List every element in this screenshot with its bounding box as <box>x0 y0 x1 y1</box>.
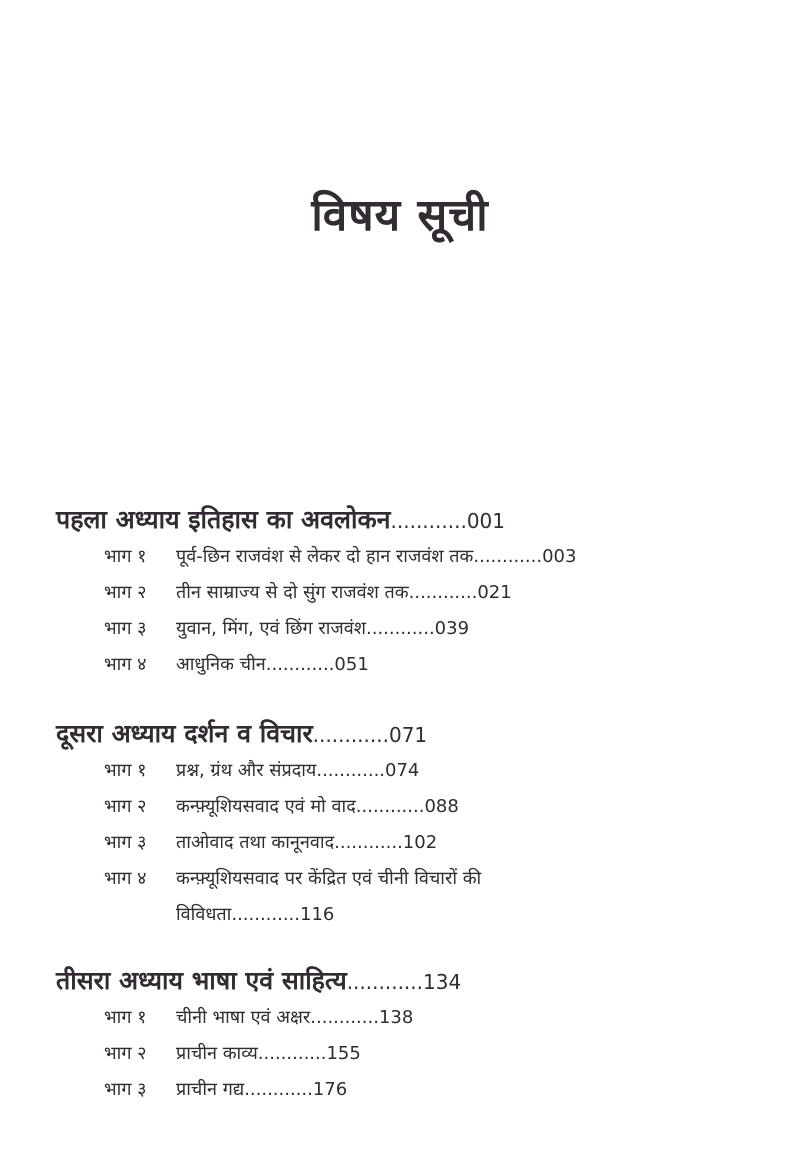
chapter-heading[interactable] <box>56 963 790 1000</box>
part-label: भाग ३ <box>104 618 147 639</box>
dot-leader: ............ <box>366 618 435 639</box>
dot-leader: ............ <box>473 546 543 567</box>
part-title: प्राचीन गद्य <box>176 1079 245 1100</box>
toc-entry[interactable] <box>104 1000 790 1036</box>
part-label: भाग ३ <box>104 832 147 853</box>
page-number: 001 <box>466 509 505 533</box>
dot-leader: ............ <box>408 582 478 603</box>
part-title: चीनी भाषा एवं अक्षर <box>176 1007 311 1028</box>
chapter-heading[interactable] <box>56 716 790 753</box>
chapter-2 <box>56 716 790 933</box>
part-label: भाग १ <box>104 760 147 781</box>
page-number: 102 <box>402 832 438 853</box>
toc-entry[interactable] <box>104 539 790 575</box>
page-number: 074 <box>385 760 420 781</box>
chapter-3 <box>56 963 790 1108</box>
toc-entry[interactable] <box>104 1072 790 1108</box>
part-title: कन्फ़्यूशियसवाद एवं मो वाद <box>176 796 356 817</box>
page-number: 051 <box>334 654 369 675</box>
part-title: प्रश्न, ग्रंथ और संप्रदाय <box>176 760 317 781</box>
chapter-title: दूसरा अध्याय दर्शन व विचार <box>56 719 313 748</box>
toc-entry[interactable] <box>104 789 790 825</box>
part-title: आधुनिक चीन <box>176 654 266 675</box>
page-number: 039 <box>434 618 470 639</box>
chapter-title: पहला अध्याय इतिहास का अवलोकन <box>56 505 391 534</box>
part-title: तीन साम्राज्य से दो सुंग राजवंश तक <box>176 582 409 603</box>
toc-entry[interactable] <box>104 825 790 861</box>
dot-leader: ............ <box>334 832 403 853</box>
part-title: पूर्व-छिन राजवंश से लेकर दो हान राजवंश तक <box>176 546 474 567</box>
dot-leader: ............ <box>265 654 335 675</box>
page-number: 116 <box>300 904 335 925</box>
toc-entry[interactable] <box>104 575 790 611</box>
page-number: 071 <box>388 723 428 747</box>
dot-leader: ............ <box>346 970 423 994</box>
part-title: कन्फ़्यूशियसवाद पर केंद्रित एवं चीनी विचारों की विविधता <box>176 868 482 925</box>
part-label: भाग २ <box>104 582 147 603</box>
dot-leader: ............ <box>390 509 467 533</box>
toc-entry[interactable] <box>104 753 790 789</box>
page-number: 021 <box>477 582 512 603</box>
dot-leader: ............ <box>316 760 386 781</box>
dot-leader: ............ <box>231 904 301 925</box>
page-number: 138 <box>378 1007 414 1028</box>
dot-leader: ............ <box>310 1007 379 1028</box>
part-label: भाग ४ <box>104 654 147 675</box>
page-number: 155 <box>326 1043 361 1064</box>
toc-entry[interactable] <box>104 611 790 647</box>
chapter-title: तीसरा अध्याय भाषा एवं साहित्य <box>56 966 347 995</box>
part-title: ताओवाद तथा कानूनवाद <box>176 832 335 853</box>
chapter-1 <box>56 502 790 683</box>
part-label: भाग ३ <box>104 1079 147 1100</box>
part-label: भाग १ <box>104 1007 147 1028</box>
part-label: भाग १ <box>104 546 147 567</box>
page-number: 088 <box>424 796 459 817</box>
page-title: विषय सूची <box>311 190 489 241</box>
page-number: 003 <box>542 546 577 567</box>
page-number: 176 <box>312 1079 348 1100</box>
part-title: प्राचीन काव्य <box>176 1043 258 1064</box>
part-label: भाग ४ <box>104 868 147 889</box>
dot-leader: ............ <box>257 1043 327 1064</box>
page-number: 134 <box>423 970 462 994</box>
dot-leader: ............ <box>355 796 425 817</box>
chapter-heading[interactable] <box>56 502 790 539</box>
dot-leader: ............ <box>244 1079 313 1100</box>
part-title: युवान, मिंग, एवं छिंग राजवंश <box>176 618 366 639</box>
toc-entry[interactable] <box>104 861 790 933</box>
dot-leader: ............ <box>312 723 389 747</box>
toc-entry[interactable] <box>104 647 790 683</box>
part-label: भाग २ <box>104 1043 147 1064</box>
part-label: भाग २ <box>104 796 147 817</box>
toc-entry[interactable] <box>104 1036 790 1072</box>
